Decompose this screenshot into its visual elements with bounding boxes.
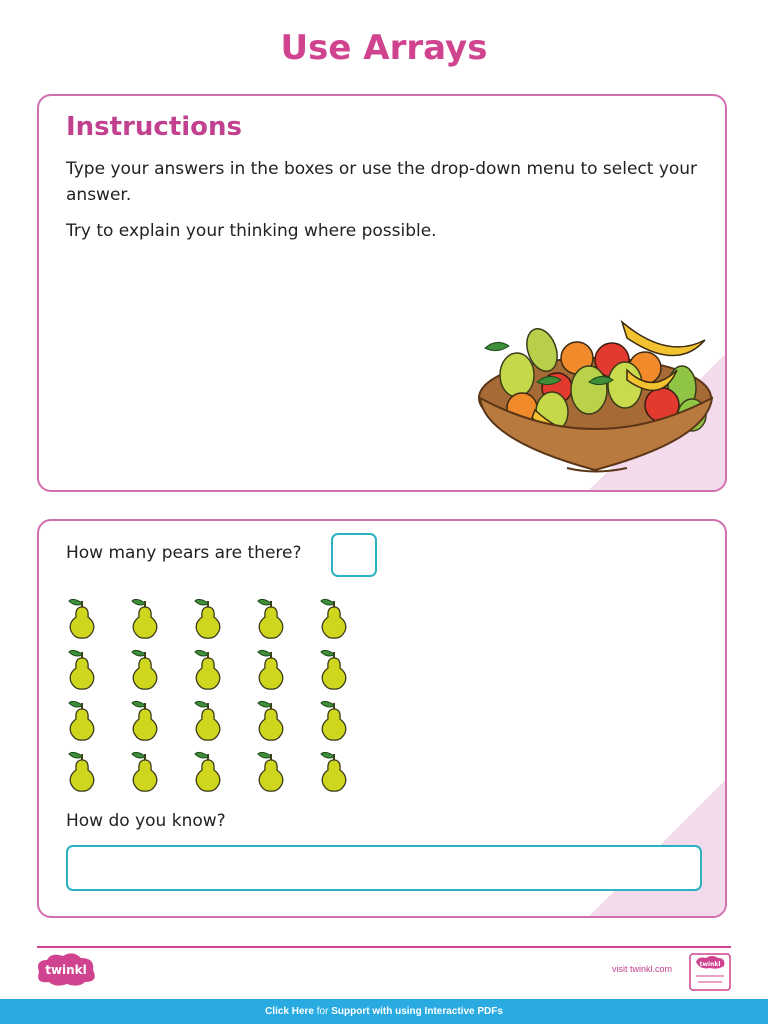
bar-for-text: for	[316, 1006, 329, 1017]
pear-icon	[128, 697, 162, 741]
badge-text: twinkl	[699, 961, 721, 968]
pear-icon	[317, 697, 351, 741]
explanation-input[interactable]	[66, 845, 702, 891]
twinkl-logo[interactable]	[33, 952, 99, 988]
quality-badge	[688, 952, 732, 992]
support-bar[interactable]	[0, 999, 768, 1024]
question-panel	[37, 519, 727, 918]
visit-link[interactable]: visit twinkl.com	[612, 964, 673, 974]
instructions-heading: Instructions	[66, 112, 243, 142]
pear-icon	[317, 595, 351, 639]
footer-divider	[37, 946, 731, 948]
logo-text: twinkl	[45, 963, 87, 977]
instructions-line-2: Try to explain your thinking where possible.	[66, 221, 437, 241]
instructions-line-1: Type your answers in the boxes or use the drop-down menu to select your answer.	[66, 159, 698, 205]
fruit-bowl-illustration	[477, 310, 717, 480]
pear-icon	[317, 646, 351, 690]
pear-icon	[191, 595, 225, 639]
page-title: Use Arrays	[280, 28, 488, 68]
instructions-panel	[37, 94, 727, 492]
pear-icon	[65, 595, 99, 639]
click-here-link[interactable]: Click Here	[265, 1006, 314, 1017]
pear-icon	[191, 697, 225, 741]
followup-prompt: How do you know?	[66, 811, 226, 831]
pear-icon	[191, 646, 225, 690]
pear-icon	[254, 595, 288, 639]
support-text: Support with using Interactive PDFs	[331, 1006, 503, 1017]
pear-icon	[65, 697, 99, 741]
pear-icon	[128, 595, 162, 639]
pear-icon	[128, 646, 162, 690]
pear-icon	[128, 748, 162, 792]
pear-icon	[65, 748, 99, 792]
pear-icon	[191, 748, 225, 792]
pear-count-input[interactable]	[331, 533, 377, 577]
pear-icon	[317, 748, 351, 792]
pear-array	[65, 595, 365, 795]
pear-icon	[65, 646, 99, 690]
pear-icon	[254, 697, 288, 741]
question-prompt: How many pears are there?	[66, 543, 302, 563]
pear-icon	[254, 748, 288, 792]
pear-icon	[254, 646, 288, 690]
